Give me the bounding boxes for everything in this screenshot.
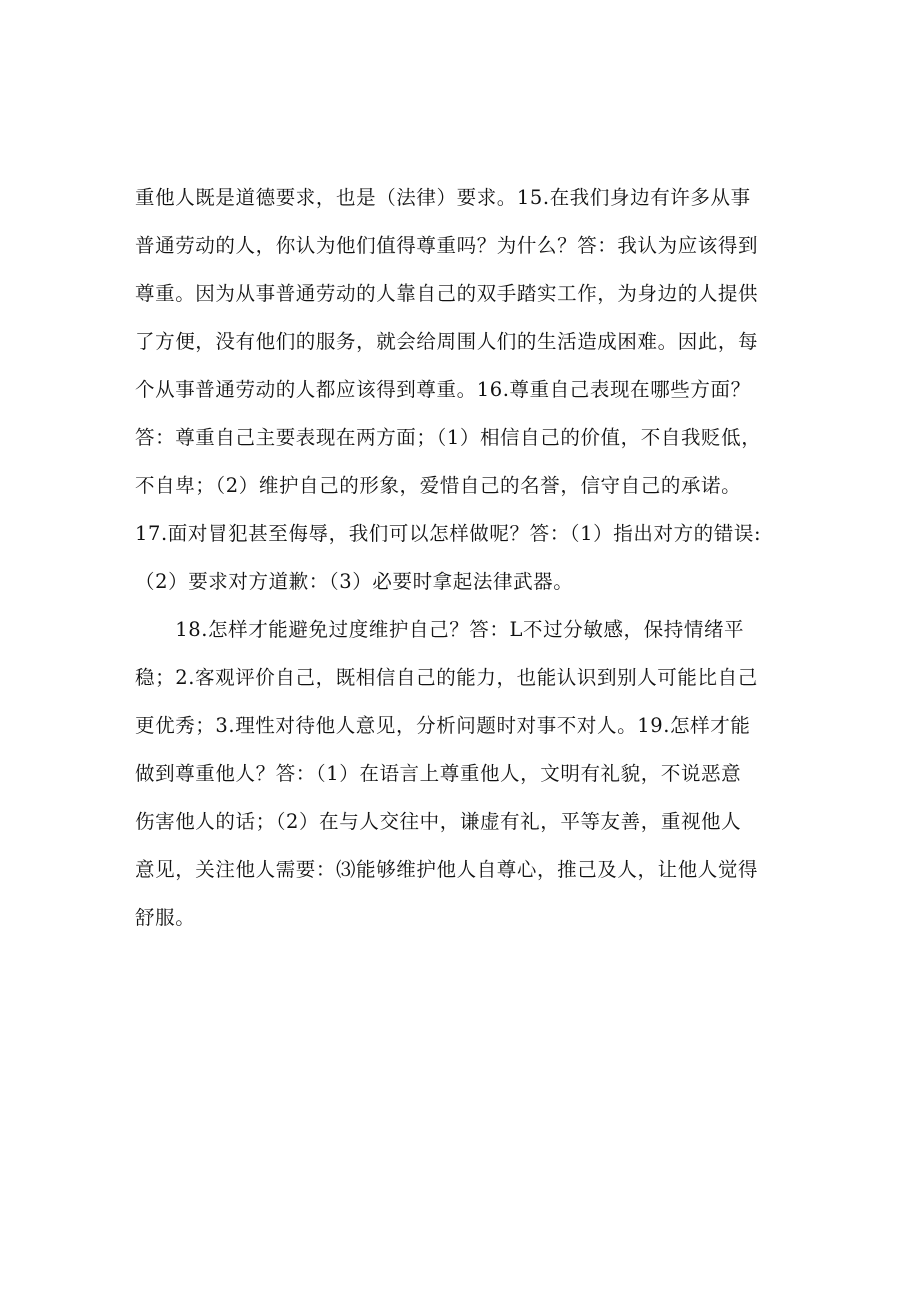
text-line: 稳；2.客观评价自己，既相信自己的能力，也能认识到别人可能比自己 [135,666,758,689]
text-line: 尊重。因为从事普通劳动的人靠自己的双手踏实工作，为身边的人提供 [135,282,759,305]
text-line: 答：尊重自己主要表现在两方面；（1）相信自己的价值，不自我贬低， [135,426,762,449]
text-line: （2）要求对方道歉：（3）必要时拿起法律武器。 [135,570,574,593]
text-line: 不自卑；（2）维护自己的形象，爱惜自己的名誉，信守自己的承诺。 [135,474,742,497]
text-line: 个从事普通劳动的人都应该得到尊重。16.尊重自己表现在哪些方面？ [135,378,751,401]
paragraph-1 [135,174,800,606]
text-line: 17.面对冒犯甚至侮辱，我们可以怎样做呢？答：（1）指出对方的错误: [135,522,762,545]
text-line: 18.怎样才能避免过度维护自己？答：L不过分敏感，保持情绪平 [135,618,745,641]
text-line: 意见，关注他人需要：⑶能够维护他人自尊心，推己及人，让他人觉得 [135,858,759,881]
text-line: 舒服。 [135,906,196,929]
text-line: 普通劳动的人，你认为他们值得尊重吗？为什么？答：我认为应该得到 [135,234,759,257]
text-line: 做到尊重他人？答：（1）在语言上尊重他人，文明有礼貌，不说恶意 [135,762,742,785]
paragraph-2 [135,606,800,942]
text-line: 伤害他人的话；（2）在与人交往中，谦虚有礼，平等友善，重视他人 [135,810,742,833]
text-line: 重他人既是道德要求，也是（法律）要求。15.在我们身边有许多从事 [135,186,751,209]
text-line: 了方便，没有他们的服务，就会给周围人们的生活造成困难。因此，每 [135,330,759,353]
text-line: 更优秀；3.理性对待他人意见，分析问题时对事不对人。19.怎样才能 [135,714,751,737]
